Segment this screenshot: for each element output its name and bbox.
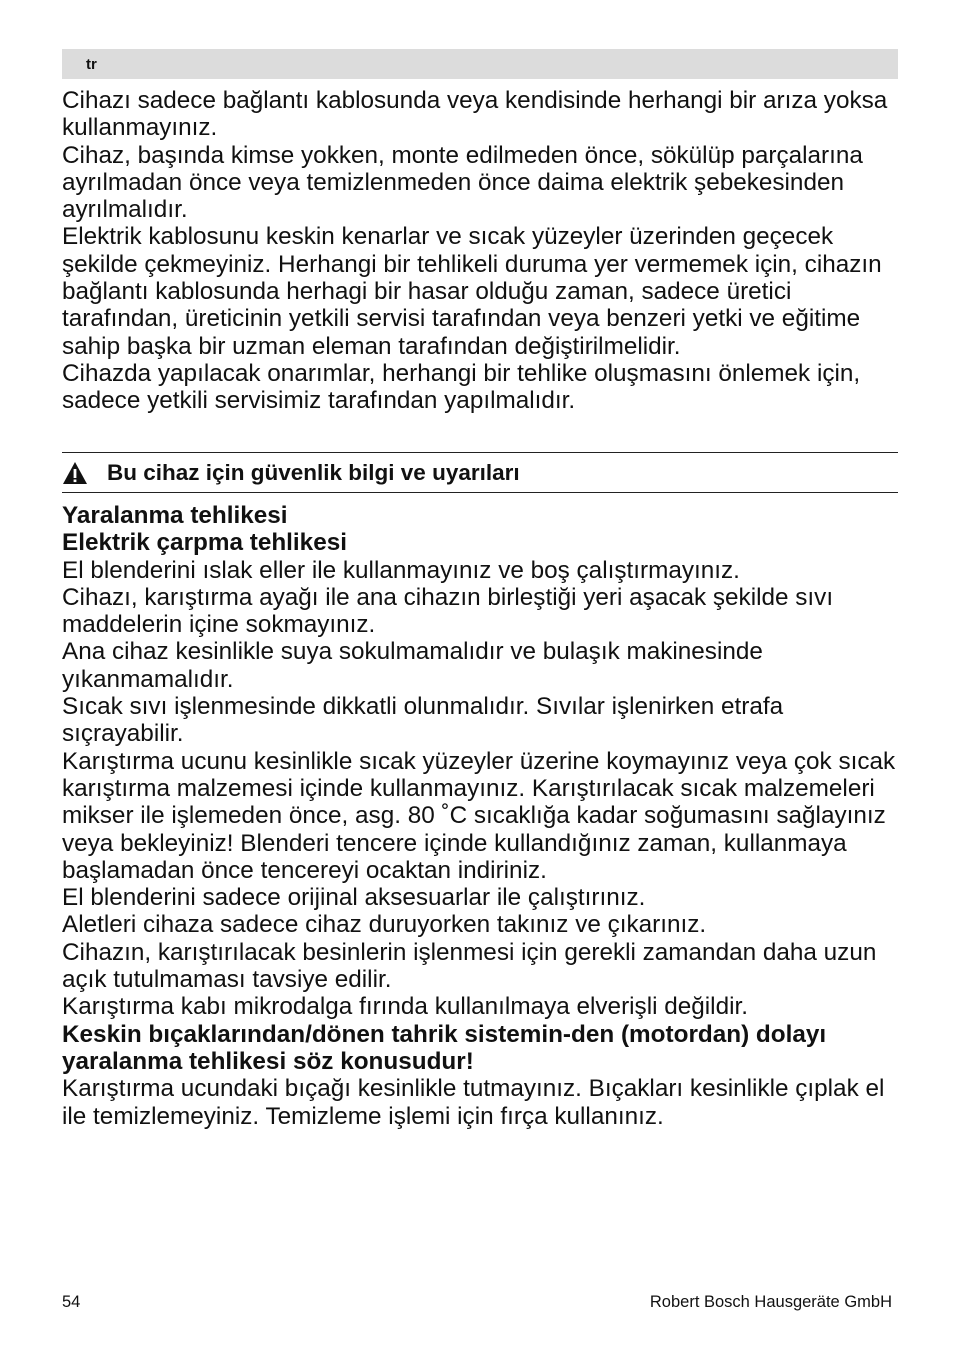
intro-text (62, 87, 902, 415)
safety-paragraph: Cihazı, karıştırma ayağı ile ana cihazın birleştiği yeri aşacak şekilde sıvı maddelerin içine sokmayınız. (62, 583, 834, 639)
intro-paragraph: Cihaz, başında kimse yokken, monte edilmeden önce, sökülüp parçalarına ayrılmadan önce veya temizlenmeden önce daima elektrik şebekesinden ayrılmalıdır. (62, 141, 863, 224)
blade-warning-heading: Keskin bıçaklarından/dönen tahrik sistemin-den (motordan) dolayı yaralanma tehlikesi söz konusudur! (62, 1020, 827, 1075)
safety-paragraph: Karıştırma kabı mikrodalga fırında kullanılmaya elverişli değildir. (62, 993, 748, 1021)
safety-paragraph: El blenderini sadece orijinal aksesuarlar ile çalıştırınız. (62, 884, 646, 912)
heading-electric-shock: Elektrik çarpma tehlikesi (62, 529, 347, 557)
safety-paragraph: Ana cihaz kesinlikle suya sokulmamalıdır ve bulaşık makinesinde yıkanmamalıdır. (62, 638, 763, 693)
section-divider-top (62, 452, 898, 453)
intro-paragraph: Cihazda yapılacak onarımlar, herhangi bir tehlike oluşmasını önlemek için, sadece yetkili servisimiz tarafından yapılmalıdır. (62, 359, 861, 415)
language-header-bar (62, 49, 898, 79)
intro-paragraph: Cihazı sadece bağlantı kablosunda veya kendisinde herhangi bir arıza yoksa kullanmayınız. (62, 87, 888, 142)
publisher-name: Robert Bosch Hausgeräte GmbH (649, 1293, 892, 1311)
language-code: tr (86, 56, 97, 73)
section-heading (62, 459, 898, 487)
safety-paragraph: Sıcak sıvı işlenmesinde dikkatli olunmalıdır. Sıvılar işlenirken etrafa sıçrayabilir. (62, 693, 784, 748)
heading-injury: Yaralanma tehlikesi (62, 502, 288, 529)
page-number: 54 (62, 1293, 81, 1311)
safety-paragraph: Karıştırma ucunu kesinlikle sıcak yüzeyler üzerine koymayınız veya çok sıcak karıştırma malzemesi içinde kullanmayınız. Karıştırılacak sıcak malzemeleri mikser ile işlemeden önce, asg. 80 ˚C sıcaklığa kadar soğumasını sağlayınız veya bekleyiniz! Blenderi tencere içinde kullandığınız zaman, kullanmaya başlamadan önce tencereyi ocaktan indiriniz. (62, 747, 896, 884)
section-divider-bottom (62, 492, 898, 493)
blade-warning-text: Karıştırma ucundaki bıçağı kesinlikle tutmayınız. Bıçakları kesinlikle çıplak el ile temizlemeyiniz. Temizleme işlemi için fırça kullanınız. (62, 1075, 885, 1130)
safety-paragraph: El blenderini ıslak eller ile kullanmayınız ve boş çalıştırmayınız. (62, 556, 740, 584)
section-title: Bu cihaz için güvenlik bilgi ve uyarıları (107, 460, 520, 485)
safety-paragraph: Aletleri cihaza sadece cihaz duruyorken takınız ve çıkarınız. (62, 911, 707, 939)
intro-paragraph: Elektrik kablosunu keskin kenarlar ve sıcak yüzeyler üzerinden geçecek şekilde çekmeyiniz. Herhangi bir tehlikeli duruma yer vermemek için, cihazın bağlantı kablosunda herhagi bir hasar olduğu zaman, sadece üretici tarafından, üreticinin yetkili servisi tarafından veya benzeri yetki ve eğitime sahip başka bir uzman eleman tarafından değiştirilmelidir. (62, 223, 882, 360)
warning-triangle-icon (62, 461, 88, 485)
safety-paragraph: Cihazın, karıştırılacak besinlerin işlenmesi için gerekli zamandan daha uzun açık tutulmaması tavsiye edilir. (62, 938, 877, 994)
safety-text (62, 502, 902, 1130)
